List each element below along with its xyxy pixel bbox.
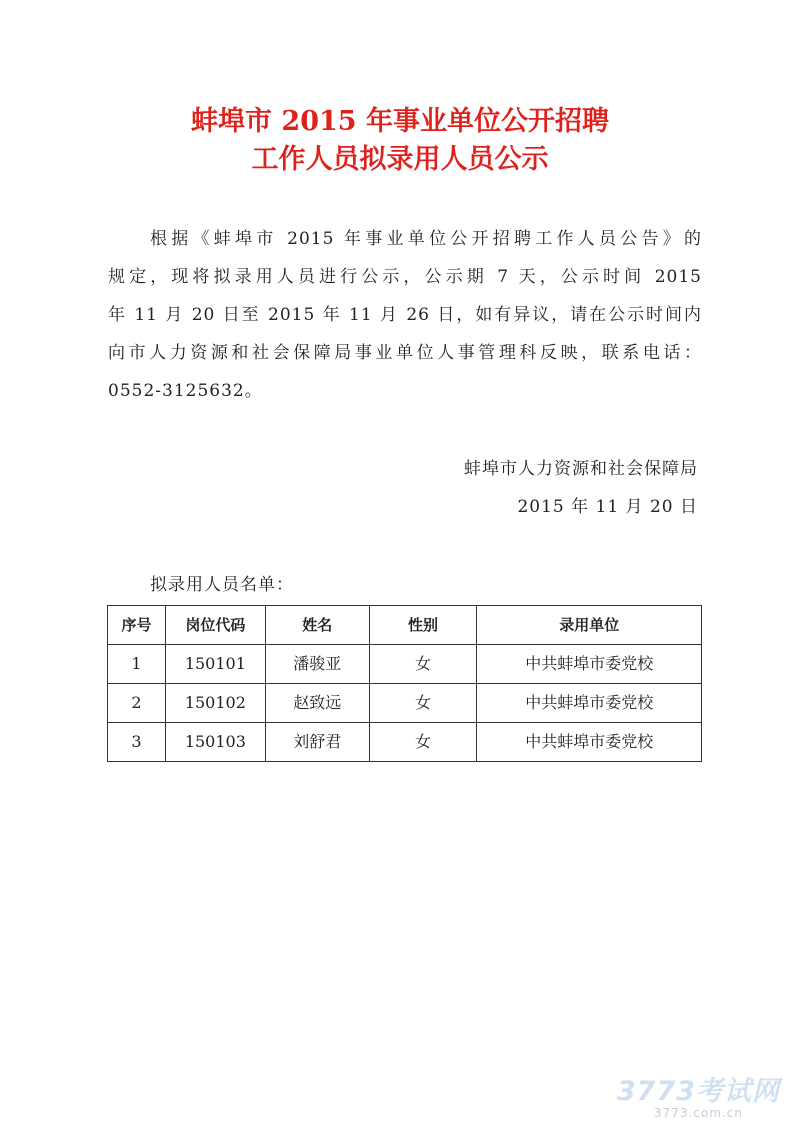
watermark-logo: 3773考试网 [616,1076,780,1107]
cell-name: 潘骏亚 [265,645,369,684]
cell-gender: 女 [369,645,477,684]
header-unit: 录用单位 [477,606,702,645]
table-header-row [108,606,702,645]
table-row [108,645,702,684]
cell-gender: 女 [369,723,477,762]
document-title-line2: 工作人员拟录用人员公示 [251,144,549,175]
cell-unit: 中共蚌埠市委党校 [477,723,702,762]
hire-list-table [107,605,702,762]
table-row [108,723,702,762]
cell-index: 1 [108,645,166,684]
header-gender: 性别 [369,606,477,645]
cell-unit: 中共蚌埠市委党校 [477,684,702,723]
header-index: 序号 [108,606,166,645]
cell-unit: 中共蚌埠市委党校 [477,645,702,684]
document-title-line1: 蚌埠市 2015 年事业单位公开招聘 [191,106,609,137]
header-post-code: 岗位代码 [165,606,265,645]
cell-post-code: 150103 [165,723,265,762]
signature-date: 2015 年 11 月 20 日 [517,497,698,517]
cell-index: 2 [108,684,166,723]
watermark [617,1069,780,1120]
header-name: 姓名 [265,606,369,645]
body-paragraph-line: 0552-3125632。 [108,381,263,401]
table-row [108,684,702,723]
body-paragraph-line: 规定，现将拟录用人员进行公示，公示期 7 天，公示时间 2015 [108,267,702,287]
body-paragraph-line: 年 11 月 20 日至 2015 年 11 月 26 日，如有异议，请在公示时间内 [108,305,702,325]
cell-name: 赵致远 [265,684,369,723]
body-paragraph-line: 根据《蚌埠市 2015 年事业单位公开招聘工作人员公告》的 [150,229,702,249]
cell-name: 刘舒君 [265,723,369,762]
watermark-url: 3773.com.cn [653,1106,743,1120]
cell-post-code: 150102 [165,684,265,723]
cell-gender: 女 [369,684,477,723]
cell-index: 3 [108,723,166,762]
body-paragraph-line: 向市人力资源和社会保障局事业单位人事管理科反映，联系电话： [108,343,702,363]
cell-post-code: 150101 [165,645,265,684]
signature-org: 蚌埠市人力资源和社会保障局 [464,459,698,479]
list-label: 拟录用人员名单： [150,575,294,595]
